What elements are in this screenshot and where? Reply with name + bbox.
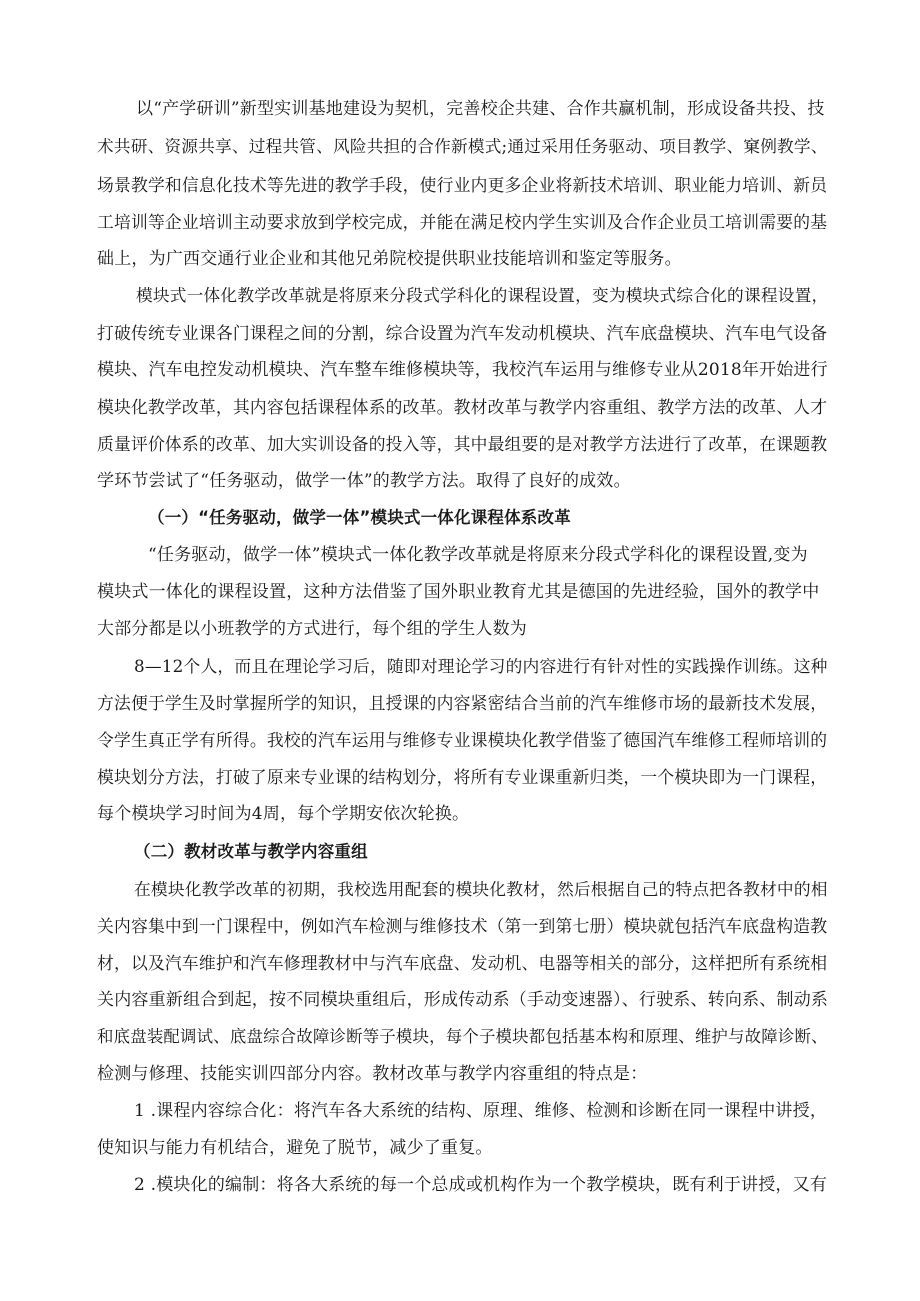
section-heading-1: （一）“任务驱动，做学一体”模块式一体化课程体系改革	[148, 508, 571, 527]
paragraph-4-line-4: 模块划分方法，打破了原来专业课的结构划分，将所有专业课重新归类，一个模块即为一门课程，	[97, 767, 828, 787]
paragraph-2-line-2: 打破传统专业课各门课程之间的分割，综合设置为汽车发动机模块、汽车底盘模块、汽车电气设备	[97, 323, 828, 343]
paragraph-5-line-1: 在模块化教学改革的初期，我校选用配套的模块化教材，然后根据自己的特点把各教材中的相	[134, 879, 828, 899]
paragraph-4-line-1: 8—12个人，而且在理论学习后，随即对理论学习的内容进行有针对性的实践操作训练。这种	[134, 656, 828, 676]
paragraph-4-line-2: 方法便于学生及时掌握所学的知识，且授课的内容紧密结合当前的汽车维修市场的最新技术发展，	[97, 693, 828, 713]
paragraph-1-line-1: 以“产学研训”新型实训基地建设为契机，完善校企共建、合作共赢机制，形成设备共投、技	[136, 99, 825, 119]
paragraph-1-line-5: 础上，为广西交通行业企业和其他兄弟院校提供职业技能培训和鉴定等服务。	[97, 249, 682, 269]
paragraph-2-line-3: 模块、汽车电控发动机模块、汽车整车维修模块等，我校汽车运用与维修专业从2018年开始进行	[97, 360, 828, 380]
paragraph-1-line-3: 场景教学和信息化技术等先进的教学手段，使行业内更多企业将新技术培训、职业能力培训、新员	[97, 175, 828, 195]
paragraph-3-line-3: 大部分都是以小班教学的方式进行，每个组的学生人数为	[97, 619, 527, 639]
paragraph-2-line-4: 模块化教学改革，其内容包括课程体系的改革。教材改革与教学内容重组、教学方法的改革、人才	[97, 397, 828, 417]
paragraph-3-line-2: 模块式一体化的课程设置，这种方法借鉴了国外职业教育尤其是德国的先进经验，国外的教学中	[97, 582, 820, 602]
paragraph-2-line-6: 学环节尝试了“任务驱动，做学一体”的教学方法。取得了良好的成效。	[97, 471, 631, 491]
paragraph-2-line-5: 质量评价体系的改革、加大实训设备的投入等，其中最组要的是对教学方法进行了改革，在课题教	[97, 434, 828, 454]
paragraph-5-line-2: 关内容集中到一门课程中，例如汽车检测与维修技术（第一到第七册）模块就包括汽车底盘构造教	[97, 916, 828, 936]
paragraph-1-line-4: 工培训等企业培训主动要求放到学校完成，并能在满足校内学生实训及合作企业员工培训需要的基	[97, 212, 828, 232]
paragraph-5-line-5: 和底盘装配调试、底盘综合故障诊断等子模块，每个子模块都包括基本构和原理、维护与故障诊断、	[97, 1027, 828, 1046]
paragraph-3-line-1: “任务驱动，做学一体”模块式一体化教学改革就是将原来分段式学科化的课程设置,变为	[148, 545, 808, 565]
list-item-2-line-1: 2 .模块化的编制：将各大系统的每一个总成或机构作为一个教学模块，既有利于讲授，又有	[134, 1175, 828, 1195]
paragraph-2-line-1: 模块式一体化教学改革就是将原来分段式学科化的课程设置，变为模块式综合化的课程设置，	[136, 286, 829, 305]
paragraph-4-line-3: 令学生真正学有所得。我校的汽车运用与维修专业课模块化教学借鉴了德国汽车维修工程师培训的	[97, 730, 828, 750]
paragraph-5-line-6: 检测与修理、技能实训四部分内容。教材改革与教学内容重组的特点是：	[97, 1064, 648, 1084]
list-item-1-line-1: 1 .课程内容综合化：将汽车各大系统的结构、原理、维修、检测和诊断在同一课程中讲授，	[134, 1101, 828, 1121]
paragraph-5-line-4: 关内容重新组合到起，按不同模块重组后，形成传动系（手动变速器）、行驶系、转向系、制动系	[97, 990, 829, 1010]
paragraph-5-line-3: 材，以及汽车维护和汽车修理教材中与汽车底盘、发动机、电器等相关的部分，这样把所有系统相	[97, 953, 828, 973]
list-item-1-line-2: 使知识与能力有机结合，避免了脱节，减少了重复。	[97, 1138, 493, 1158]
paragraph-4-line-5: 每个模块学习时间为4周，每个学期安依次轮换。	[97, 804, 470, 824]
paragraph-1-line-2: 术共研、资源共享、过程共管、风险共担的合作新模式;通过采用任务驱动、项目教学、窠例教学、	[97, 137, 828, 156]
section-heading-2: （二）教材改革与教学内容重组	[134, 842, 368, 861]
